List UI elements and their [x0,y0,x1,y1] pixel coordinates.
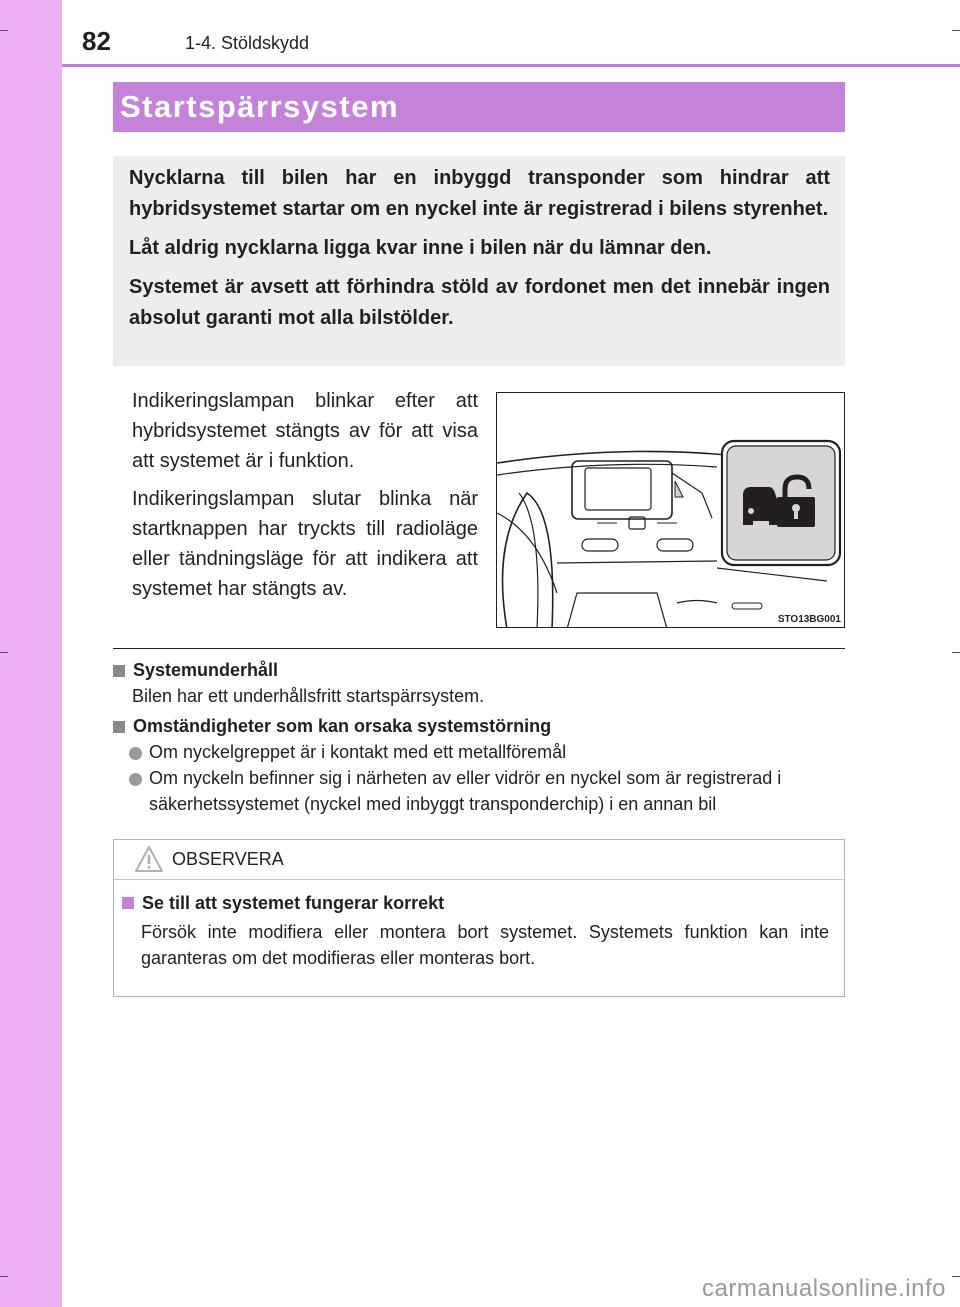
intro-box [113,156,845,366]
dot-bullet-icon [129,773,142,786]
intro-paragraph: Nycklarna till bilen har en inbyggd transponder som hindrar att hybridsystemet startar om en nyckel inte är registrerad i bilens styrenhet. [129,167,830,220]
caution-box [113,839,845,997]
caution-header [114,840,844,880]
intro-paragraph: Låt aldrig nycklarna ligga kvar inne i bilen när du lämnar den. [129,237,712,259]
header-rule [62,64,960,67]
list-item-text: Om nyckelgreppet är i kontakt med ett metallföremål [149,742,567,762]
crop-mark [0,652,8,653]
figure-code: STO13BG001 [777,614,841,625]
crop-mark [952,1276,960,1277]
watermark: carmanualsonline.info [702,1275,946,1302]
caution-heading [118,890,844,916]
list-item-text: Om nyckeln befinner sig i närheten av eller vidrör en nyckel som är registrerad i säkerhetssystemet (nyckel med inbyggt transponderchip) i en annan bil [149,768,782,814]
car-lock-icon [739,473,819,533]
list-body: Bilen har ett underhållsfritt startspärrsystem. [132,686,485,706]
dot-bullet-icon [129,747,142,760]
caution-label: OBSERVERA [172,849,284,869]
crop-mark [952,30,960,31]
crop-mark [952,652,960,653]
heading-text: Systemunderhåll [133,660,279,680]
info-list [113,657,845,817]
page-side-tab [0,0,62,1307]
crop-mark [0,1276,8,1277]
list-item [113,739,845,765]
caution-heading-text: Se till att systemet fungerar korrekt [142,893,445,913]
list-heading [113,713,845,739]
page-title: Startspärrsystem [120,89,400,124]
dashboard-illustration [496,392,845,628]
intro-paragraph: Systemet är avsett att förhindra stöld av fordonet men det innebär ingen absolut garanti mot alla bilstölder. [129,276,830,329]
square-bullet-icon [122,897,134,909]
crop-mark [0,30,8,31]
indicator-description [132,386,478,612]
square-bullet-icon [113,721,125,733]
title-banner [113,82,845,132]
warning-triangle-icon [134,844,164,874]
indicator-paragraph: Indikeringslampan blinkar efter att hybridsystemet stängts av för att visa att systemet är i funktion. [132,390,478,472]
section-label: 1-4. Stöldskydd [185,33,310,53]
square-bullet-icon [113,665,125,677]
list-item [113,765,845,817]
indicator-paragraph: Indikeringslampan slutar blinka när startknappen har tryckts till radioläge eller tändningsläge för att indikera att systemet har stängts av. [132,488,478,600]
section-divider [113,648,845,649]
caution-text: Försök inte modifiera eller montera bort systemet. Systemets funktion kan inte garanteras om det modifieras eller monteras bort. [141,922,829,968]
heading-text: Omständigheter som kan orsaka systemstörning [133,716,552,736]
page-number: 82 [82,26,111,56]
list-heading [113,657,845,683]
caution-body [114,890,844,971]
